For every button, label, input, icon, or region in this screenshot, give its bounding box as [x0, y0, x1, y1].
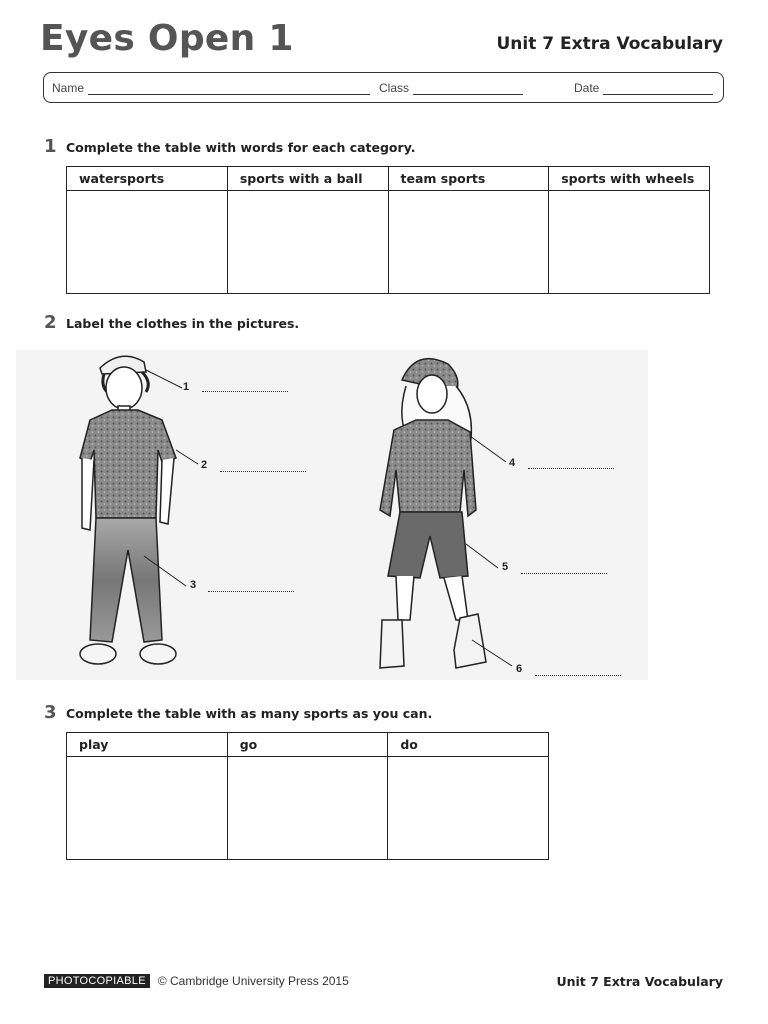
- table-header-cell: sports with wheels: [549, 167, 710, 191]
- question-3: [44, 702, 432, 723]
- sports-verb-table: [66, 732, 549, 860]
- answer-line[interactable]: [528, 467, 614, 469]
- question-instruction: Complete the table with as many sports as you can.: [66, 706, 433, 721]
- question-1: [44, 136, 415, 157]
- table-header-cell: watersports: [67, 167, 228, 191]
- name-field[interactable]: [52, 81, 370, 95]
- copyright-text: © Cambridge University Press 2015: [157, 974, 349, 988]
- table-header-cell: go: [227, 733, 388, 757]
- boy-figure: [80, 356, 176, 664]
- label-number: 3: [190, 579, 197, 591]
- answer-cell[interactable]: [67, 191, 228, 294]
- footer-unit-title: Unit 7 Extra Vocabulary: [556, 974, 723, 989]
- question-instruction: Complete the table with words for each category.: [66, 140, 416, 155]
- date-line[interactable]: [603, 83, 713, 95]
- answer-line[interactable]: [535, 674, 621, 676]
- label-number: 1: [183, 381, 190, 393]
- answer-cell[interactable]: [227, 191, 388, 294]
- answer-line[interactable]: [208, 590, 294, 592]
- table-header-cell: team sports: [388, 167, 549, 191]
- question-number: 2: [44, 312, 57, 333]
- category-table: [66, 166, 710, 294]
- label-number: 4: [509, 457, 516, 469]
- label-number: 2: [201, 459, 208, 471]
- footer-copyright: [44, 974, 349, 988]
- answer-cell[interactable]: [67, 757, 228, 860]
- label-number: 5: [502, 561, 509, 573]
- girl-figure: [380, 359, 486, 668]
- name-label: Name: [52, 81, 85, 95]
- student-info-box: [43, 72, 724, 103]
- class-field[interactable]: [379, 81, 523, 95]
- brand-title: Eyes Open 1: [40, 18, 294, 59]
- table-header-cell: do: [388, 733, 549, 757]
- clothes-illustration: [16, 350, 648, 680]
- table-header-cell: sports with a ball: [227, 167, 388, 191]
- question-instruction: Label the clothes in the pictures.: [66, 316, 300, 331]
- photocopiable-badge: PHOTOCOPIABLE: [44, 974, 150, 988]
- date-field[interactable]: [574, 81, 713, 95]
- answer-line[interactable]: [521, 572, 607, 574]
- name-line[interactable]: [88, 83, 370, 95]
- answer-cell[interactable]: [227, 757, 388, 860]
- class-line[interactable]: [413, 83, 523, 95]
- unit-title: Unit 7 Extra Vocabulary: [496, 34, 723, 54]
- label-number: 6: [516, 663, 523, 675]
- answer-line[interactable]: [202, 390, 288, 392]
- figures-drawing: [16, 350, 648, 680]
- question-number: 3: [44, 702, 57, 723]
- table-header-cell: play: [67, 733, 228, 757]
- answer-cell[interactable]: [388, 191, 549, 294]
- question-number: 1: [44, 136, 57, 157]
- date-label: Date: [574, 81, 600, 95]
- answer-line[interactable]: [220, 470, 306, 472]
- question-2: [44, 312, 299, 333]
- answer-cell[interactable]: [549, 191, 710, 294]
- class-label: Class: [379, 81, 410, 95]
- answer-cell[interactable]: [388, 757, 549, 860]
